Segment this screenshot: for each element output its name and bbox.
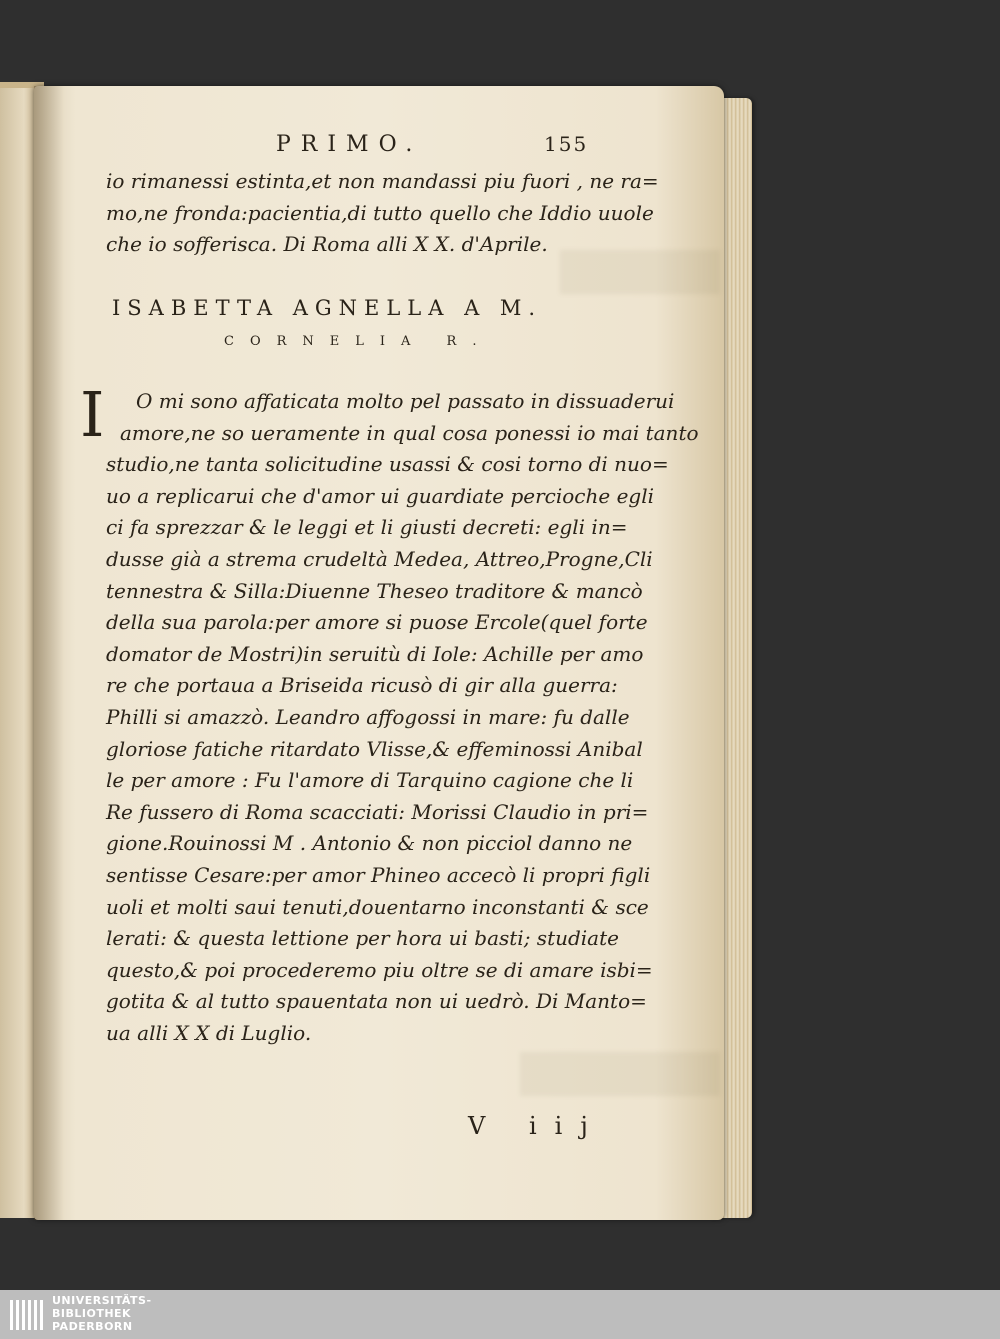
text-line: sentisse Cesare:per amor Phineo accecò li propri figli [106,862,651,887]
text-line: tennestra & Silla:Diuenne Theseo traditore & mancò [106,578,643,603]
library-name-line: PADERBORN [52,1320,133,1333]
letter-subheading: CORNELIA R. [224,334,493,349]
text-line: questo,& poi procederemo piu oltre se di amare isbi= [106,957,653,982]
text-line: amore,ne so ueramente in qual cosa ponessi io mai tanto [120,420,699,445]
text-line: che io sofferisca. Di Roma alli X X. d'Aprile. [106,232,548,257]
text-line: gione.Rouinossi M . Antonio & non picciol danno ne [106,831,633,856]
text-line: ci fa sprezzar & le leggi et li giusti decreti: egli in= [106,515,628,540]
text-line: lerati: & questa lettione per hora ui basti; studiate [106,926,619,951]
text-line: le per amore : Fu l'amore di Tarquino cagione che li [106,768,634,793]
text-line: io rimanessi estinta,et non mandassi piu fuori , ne ra= [106,169,659,193]
text-line: re che portaua a Briseida ricusò di gir alla guerra: [106,673,618,698]
text-line: gloriose fatiche ritardato Vlisse,& effeminossi Anibal [106,736,643,761]
text-line: domator de Mostri)in seruitù di Iole: Achille per amo [106,641,644,666]
text-line: mo,ne fronda:pacientia,di tutto quello che Iddio uuole [106,200,654,225]
library-name-line: BIBLIOTHEK [52,1307,132,1320]
page-number: 155 [544,132,589,156]
signature-mark: V iij [468,1112,606,1140]
text-line: uo a replicarui che d'amor ui guardiate percioche egli [106,483,654,508]
letter-body [106,386,699,1049]
text-line: uoli et molti saui tenuti,douentarno inconstanti & sce [106,894,649,919]
library-name [52,1294,152,1333]
show-through [520,1052,720,1096]
text-line: ua alli X X di Luglio. [106,1020,312,1045]
text-line: Philli si amazzò. Leandro affogossi in mare: fu dalle [106,704,630,729]
text-line: Re fussero di Roma scacciati: Morissi Claudio in pri= [106,799,649,824]
running-head: PRIMO. [276,132,423,157]
text-line: studio,ne tanta solicitudine usassi & cosi torno di nuo= [106,452,669,477]
gutter-shadow [34,86,64,1220]
intro-text [106,166,659,261]
library-logo-icon [8,1296,48,1334]
library-footer [0,1290,1000,1339]
library-name-line: UNIVERSITÄTS- [52,1294,152,1307]
text-line: gotita & al tutto spauentata non ui uedrò. Di Manto= [106,989,647,1014]
text-line: O mi sono affaticata molto pel passato in dissuaderui [136,389,675,413]
letter-heading: ISABETTA AGNELLA A M. [112,296,543,320]
drop-cap: I [80,378,105,451]
text-line: dusse già a strema crudeltà Medea, Attreo,Progne,Cli [106,546,653,571]
text-line: della sua parola:per amore si puose Ercole(quel forte [106,610,648,635]
